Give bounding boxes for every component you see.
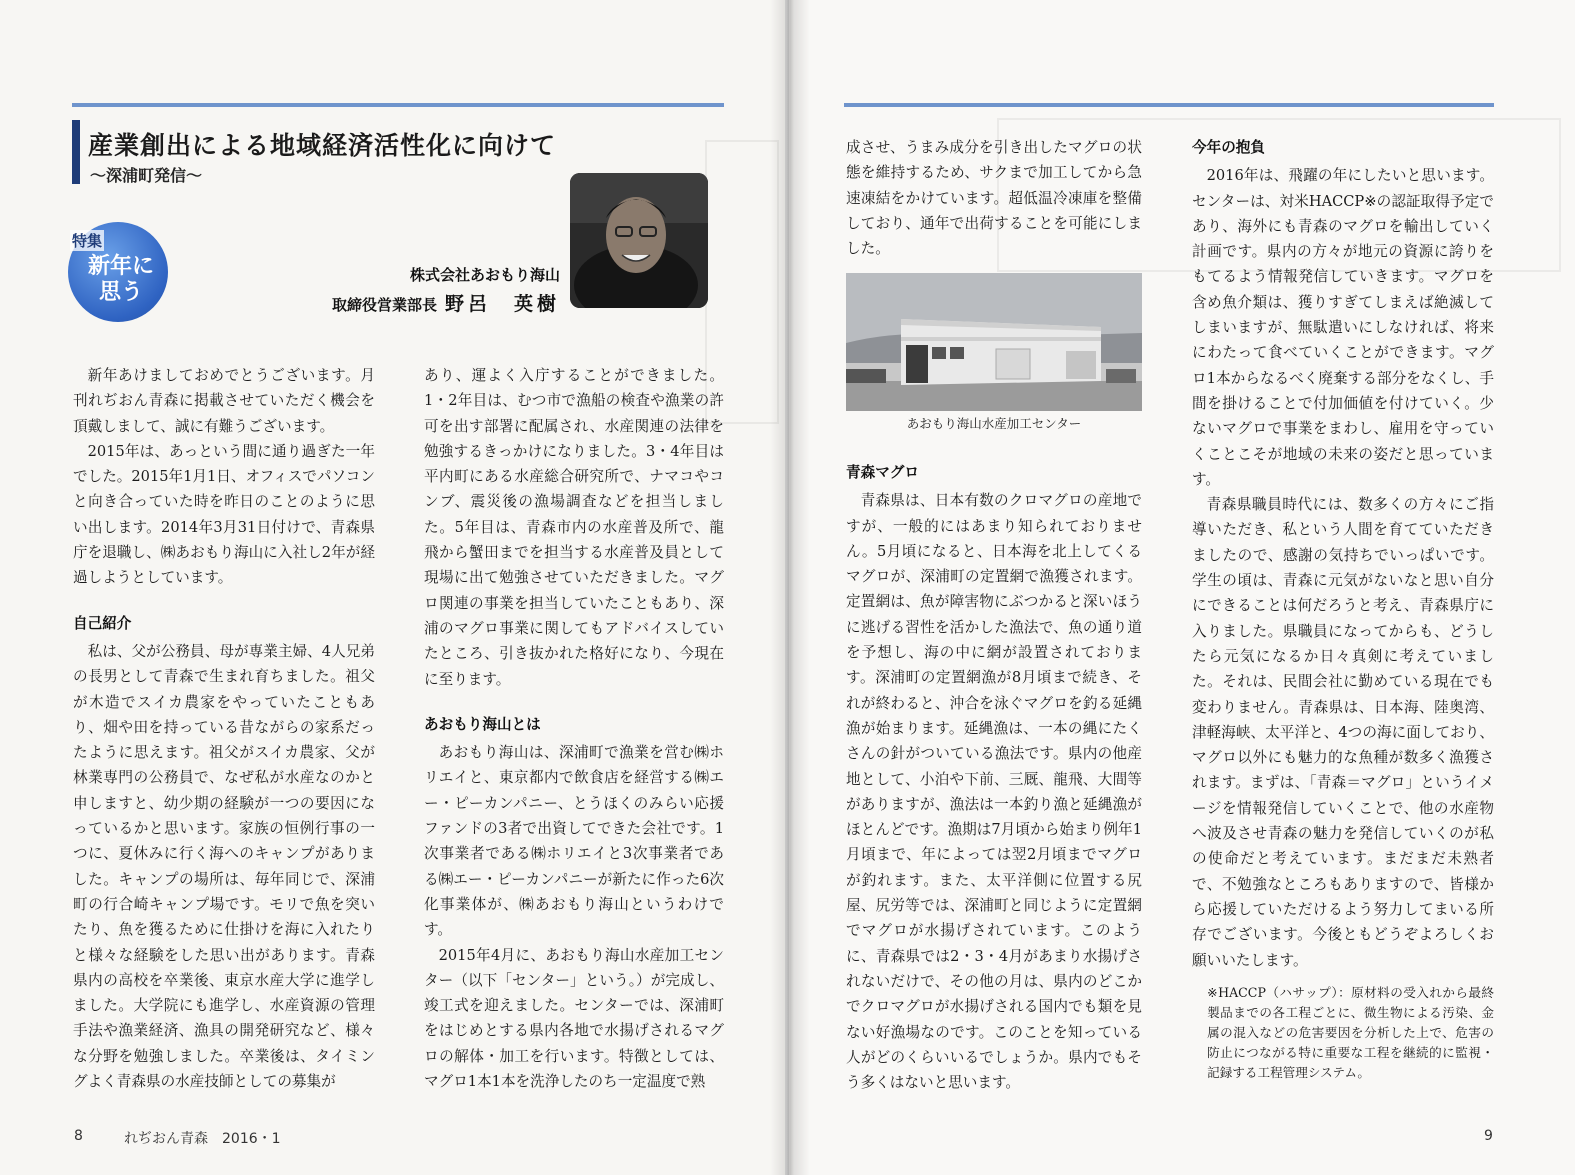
author-company: 株式会社あおもり海山 [409, 266, 560, 284]
paragraph: 青森県は、日本有数のクロマグロの産地ですが、一般的にはあまり知られておりません。5月頃になると、日本海を北上してくるマグロが、深浦町の定置網で漁獲されます。定置網は、魚が障害物にぶつかると深いほうに逃げる習性を活かした漁法で、魚の通り道を予想し、海の中に網が設置されております。深浦町の定置網漁が8月頃まで続き、それが終わると、沖合を泳ぐマグロを釣る延縄漁が始まります。延縄漁は、一本の縄にたくさんの針がついている漁法です。県内の他産地として、小泊や下前、三厩、龍飛、大間等がありますが、漁法は一本釣り漁と延縄漁がほとんどです。漁期は7月頃から始まり例年1月頃まで、年によっては翌2月頃までマグロが釣れます。また、太平洋側に位置する尻屋、尻労等では、深浦町と同じように定置網でマグロが水揚げされています。このように、青森県では2・3・4月があまり水揚げされないだけで、その他の月は、県内のどこかでクロマグロが水揚げされる国内でも類を見ない好漁場なのです。このことを知っている人がどのくらいいるでしょうか。県内でもそう多くはないと思います。 [846, 492, 1142, 1092]
badge-label-big [86, 254, 156, 306]
paragraph: あり、運よく入庁することができました。1・2年目は、むつ市で漁船の検査や漁業の許可を出す部署に配属され、水産関連の法律を勉強するきっかけになりました。3・4年目は平内町にある水産総合研究所で、ナマコやコンブ、震災後の漁場調査などを担当しました。5年目は、青森市内の水産普及所で、龍飛から蟹田までを担当する水産普及員として現場に出て勉強させていただきました。マグロ関連の事業を担当していたこともあり、深浦のマグロ事業に関してもアドバイスしていたところ、引き抜かれた格好になり、今現在に至ります。 [424, 367, 724, 688]
author-role: 取締役営業部長 [331, 296, 437, 314]
article-subtitle: 〜深浦町発信〜 [90, 166, 203, 185]
portrait-illustration [570, 173, 708, 308]
author-name: 野呂 英樹 [444, 293, 560, 315]
right-column-1-bottom [846, 460, 1142, 1095]
header-rule [72, 103, 724, 107]
paragraph: 成させ、うまみ成分を引き出したマグロの状態を維持するため、サクまで加工してから急速凍結をかけています。超低温冷凍庫を整備しており、通年で出荷することを可能にしました。 [846, 139, 1142, 258]
section-heading-tuna: 青森マグロ [846, 464, 919, 481]
author-role-line [330, 289, 560, 316]
paragraph: 青森県職員時代には、数多くの方々にご指導いただき、私という人間を育てていただきましたので、感謝の気持ちでいっぱいです。学生の頃は、青森に元気がないなと思い自分にできることは何だろうと考え、青森県庁に入りました。県職員になってからも、どうしたら元気になるか日々真剣に考えていました。それは、民間会社に勤めている現在でも変わりません。青森県は、日本海、陸奥湾、津軽海峡、太平洋と、4つの海に面しており、マグロ以外にも魅力的な魚種が数多く漁獲されます。まずは、「青森＝マグロ」というイメージを情報発信していくことで、他の水産物へ波及させ青森の魅力を発信していくのが私の使命だと考えています。まだまだ未熟者で、不勉強なところもありますので、皆様から応援していただけるよう努力してまいる所存でございます。今後ともどうぞよろしくお願いいたします。 [1192, 496, 1494, 969]
feature-badge [68, 222, 168, 322]
building-illustration [846, 273, 1142, 411]
right-column-1-top [846, 135, 1142, 261]
badge-line-2: 思う [98, 280, 143, 305]
paragraph: あおもり海山は、深浦町で漁業を営む㈱ホリエイと、東京都内で飲食店を経営する㈱エー・ピーカンパニー、とうほくのみらい応援ファンドの3者で出資してできた会社です。1次事業者である㈱ホリエイと3次事業者である㈱エー・ピーカンパニーが新たに作った6次化事業体が、㈱あおもり海山というわけです。 [424, 744, 724, 939]
book-gutter [770, 0, 810, 1175]
photo-caption: あおもり海山水産加工センター [906, 416, 1082, 431]
page-number-left: 8 [74, 1128, 83, 1144]
paragraph: 新年あけましておめでとうございます。月刊れぢおん青森に掲載させていただく機会を頂戴しまして、誠に有難うございます。 [73, 367, 375, 435]
article-title: 産業創出による地域経済活性化に向けて [88, 131, 557, 160]
section-heading-goal: 今年の抱負 [1192, 139, 1265, 156]
badge-line-1: 新年に [87, 254, 154, 279]
left-column-2 [424, 363, 724, 1094]
title-accent-bar [72, 120, 80, 184]
paragraph: 2016年は、飛躍の年にしたいと思います。センターは、対米HACCP※の認証取得予定であり、海外にも青森のマグロを輸出していく計画です。県内の方々が地元の資源に誇りをもてるよう情報発信していきます。マグロを含め魚介類は、獲りすぎてしまえば絶滅してしまいますが、無駄遣いにしなければ、将来にわたって食べていくことができます。マグロ1本からなるべく廃棄する部分をなくし、手間を掛けることで付加価値を付けていく。少ないマグロで事業をまわし、雇用を守っていくことこそが地域の未来の姿だと思っています。 [1192, 167, 1494, 488]
magazine-running-footer: れぢおん青森 2016・1 [124, 1131, 281, 1147]
paragraph: 2015年は、あっという間に通り過ぎた一年でした。2015年1月1日、オフィスでパソコンと向き合っていた時を昨日のことのように思い出します。2014年3月31日付けで、青森県庁を退職し、㈱あおもり海山に入社し2年が経過しようとしています。 [73, 442, 375, 587]
section-heading-about: あおもり海山とは [424, 715, 541, 733]
right-column-2 [1192, 135, 1494, 1083]
paragraph: 私は、父が公務員、母が専業主婦、4人兄弟の長男として青森で生まれ育ちました。祖父が木造でスイカ農家をやっていたこともあり、畑や田を持っている昔ながらの家系だったように思えます。祖父がスイカ農家、父が林業専門の公務員で、なぜ私が水産なのかと申しますと、幼少期の経験が一つの要因になっているかと思います。家族の恒例行事の一つに、夏休みに行く海へのキャンプがありました。キャンプの場所は、毎年同じで、深浦町の行合崎キャンプ場です。モリで魚を突いたり、魚を獲るために仕掛けを海に入れたりと様々な経験をした思い出があります。青森県内の高校を卒業後、東京水産大学に進学しました。大学院にも進学し、水産資源の管理手法や漁業経済、漁具の開発研究など、様々な分野を勉強しました。卒業後は、タイミングよく青森県の水産技師としての募集が [73, 642, 375, 1091]
haccp-footnote: ※HACCP（ハサップ）：原材料の受入れから最終製品までの各工程ごとに、微生物による汚染、金属の混入などの危害要因を分析した上で、危害の防止につながる特に重要な工程を継続的に監視・記録する工程管理システム。 [1207, 984, 1494, 1080]
section-heading-intro: 自己紹介 [73, 614, 132, 632]
author-portrait-photo [570, 173, 708, 308]
processing-center-photo [846, 273, 1142, 411]
page-number-right: 9 [1484, 1128, 1493, 1144]
left-page [0, 0, 785, 1175]
paragraph: 2015年4月に、あおもり海山水産加工センター（以下「センター」という。）が完成し、竣工式を迎えました。センターでは、深浦町をはじめとする県内各地で水揚げされるマグロの解体・加工を行います。特徴としては、マグロ1本1本を洗浄したのち一定温度で熟 [424, 946, 724, 1091]
author-byline [330, 264, 560, 316]
left-column-1 [73, 363, 375, 1094]
badge-label-small: 特集 [72, 232, 103, 250]
header-rule [844, 103, 1494, 107]
